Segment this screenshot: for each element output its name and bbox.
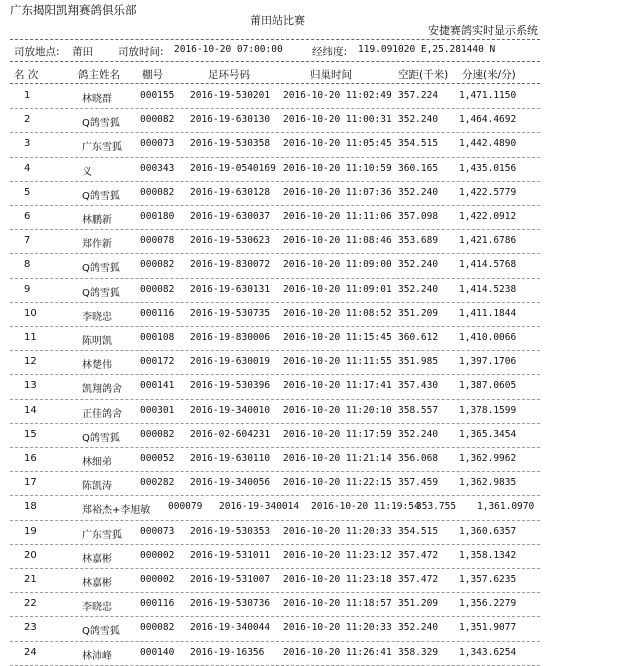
col-header-distance: 空距(千米) <box>398 69 449 81</box>
cell-arrival: 2016-10-20 11:15:45 <box>283 332 392 343</box>
cell-distance: 358.329 <box>398 646 439 658</box>
cell-rank: 8 <box>24 259 31 271</box>
cell-rank: 15 <box>24 428 37 440</box>
cell-speed: 1,411.1844 <box>459 307 517 319</box>
cell-shed: 000116 <box>140 598 175 610</box>
cell-shed: 000141 <box>140 380 175 392</box>
table-row <box>0 206 632 230</box>
cell-distance: 352.240 <box>398 259 439 271</box>
race-title: 莆田站比赛 <box>250 14 305 27</box>
cell-speed: 1,397.1706 <box>459 356 517 368</box>
cell-arrival: 2016-10-20 11:23:12 <box>283 549 392 561</box>
cell-owner: 陈明凯 <box>82 336 112 347</box>
cell-ring: 2016-19-630128 <box>190 186 271 198</box>
cell-rank: 24 <box>24 646 37 658</box>
col-header-arrival: 归巢时间 <box>310 69 352 81</box>
cell-speed: 1,351.9077 <box>459 622 517 634</box>
cell-ring: 2016-19-630131 <box>190 283 271 295</box>
cell-distance: 352.240 <box>398 428 439 440</box>
cell-rank: 12 <box>24 356 37 368</box>
cell-speed: 1,464.4692 <box>459 114 517 126</box>
cell-speed: 1,421.6786 <box>459 235 517 247</box>
cell-arrival: 2016-10-20 11:10:59 <box>283 162 392 174</box>
cell-distance: 354.515 <box>398 138 439 150</box>
cell-rank: 14 <box>24 404 37 416</box>
cell-ring: 2016-19-530201 <box>190 90 271 101</box>
cell-shed: 000140 <box>140 646 175 658</box>
cell-ring: 2016-19-340056 <box>190 477 271 489</box>
cell-speed: 1,362.9962 <box>459 453 517 464</box>
cell-owner: 林沛峰 <box>82 650 112 662</box>
cell-arrival: 2016-10-20 11:09:00 <box>283 259 392 271</box>
cell-rank: 21 <box>24 574 37 585</box>
table-row <box>0 424 632 448</box>
cell-speed: 1,387.0605 <box>459 380 517 392</box>
table-row <box>0 642 632 666</box>
cell-shed: 000301 <box>140 404 175 416</box>
table-row <box>0 182 632 206</box>
cell-arrival: 2016-10-20 11:11:55 <box>283 356 392 368</box>
table-row <box>0 545 632 569</box>
cell-arrival: 2016-10-20 11:20:33 <box>283 525 392 537</box>
table-row <box>0 254 632 278</box>
cell-owner: 义 <box>82 166 92 178</box>
cell-rank: 22 <box>24 598 37 610</box>
cell-distance: 358.557 <box>398 404 439 416</box>
cell-owner: 林鹏新 <box>82 215 112 226</box>
cell-shed: 000082 <box>140 114 175 126</box>
cell-owner: 林嘉彬 <box>82 578 112 589</box>
cell-shed: 000116 <box>140 307 175 319</box>
cell-owner: 林楚伟 <box>82 360 112 372</box>
cell-arrival: 2016-10-20 11:21:14 <box>283 453 392 464</box>
cell-ring: 2016-19-630037 <box>190 211 271 222</box>
cell-rank: 23 <box>24 622 37 634</box>
cell-ring: 2016-19-830006 <box>190 332 271 343</box>
table-row <box>0 279 632 303</box>
cell-speed: 1,360.6357 <box>459 525 517 537</box>
cell-ring: 2016-19-530736 <box>190 598 271 610</box>
cell-rank: 20 <box>24 549 37 561</box>
cell-owner: 林晓群 <box>82 94 112 105</box>
cell-distance: 357.098 <box>398 211 439 222</box>
cell-ring: 2016-19-16356 <box>190 646 265 658</box>
cell-speed: 1,357.6235 <box>459 574 517 585</box>
cell-owner: Q鸽雪狐 <box>82 190 120 202</box>
cell-owner: Q鸽雪狐 <box>82 287 120 299</box>
cell-rank: 17 <box>24 477 37 489</box>
cell-ring: 2016-19-530358 <box>190 138 271 150</box>
cell-shed: 000082 <box>140 259 175 271</box>
cell-arrival: 2016-10-20 11:08:52 <box>283 307 392 319</box>
col-header-ring: 足环号码 <box>208 69 250 81</box>
cell-owner: Q鸽雪狐 <box>82 263 120 275</box>
divider <box>10 39 540 40</box>
cell-distance: 352.240 <box>398 622 439 634</box>
coord-label: 经纬度: <box>312 46 348 58</box>
cell-owner: 凯翔鸽舍 <box>82 384 122 396</box>
cell-shed: 000002 <box>140 549 175 561</box>
cell-owner: Q鸽雪狐 <box>82 432 120 444</box>
cell-distance: 354.515 <box>398 525 439 537</box>
cell-speed: 1,422.0912 <box>459 211 517 222</box>
cell-ring: 2016-19-530735 <box>190 307 271 319</box>
table-row <box>0 109 632 133</box>
cell-shed: 000079 <box>168 501 203 513</box>
divider <box>10 83 540 84</box>
release-place-label: 司放地点: <box>14 46 60 58</box>
cell-rank: 11 <box>24 332 37 343</box>
table-row <box>0 593 632 617</box>
table-row <box>0 327 632 351</box>
cell-speed: 1,435.0156 <box>459 162 517 174</box>
cell-distance: 357.472 <box>398 574 439 585</box>
cell-distance: 357.224 <box>398 90 439 101</box>
cell-arrival: 2016-10-20 11:26:41 <box>283 646 392 658</box>
cell-shed: 000073 <box>140 525 175 537</box>
cell-arrival: 2016-10-20 11:11:06 <box>283 211 392 222</box>
cell-owner: 李晓忠 <box>82 602 112 614</box>
cell-rank: 19 <box>24 525 37 537</box>
cell-shed: 000002 <box>140 574 175 585</box>
cell-arrival: 2016-10-20 11:17:41 <box>283 380 392 392</box>
cell-shed: 000282 <box>140 477 175 489</box>
cell-distance: 357.430 <box>398 380 439 392</box>
cell-shed: 000082 <box>140 428 175 440</box>
cell-distance: 351.209 <box>398 598 439 610</box>
cell-ring: 2016-19-630110 <box>190 453 271 464</box>
table-row <box>0 351 632 375</box>
cell-ring: 2016-19-0540169 <box>190 162 276 174</box>
cell-rank: 1 <box>24 90 31 101</box>
cell-ring: 2016-19-630019 <box>190 356 271 368</box>
col-header-shed: 棚号 <box>142 69 163 81</box>
cell-rank: 18 <box>24 501 37 513</box>
cell-speed: 1,422.5779 <box>459 186 517 198</box>
cell-distance: 360.165 <box>398 162 439 174</box>
cell-distance: 352.240 <box>398 114 439 126</box>
cell-ring: 2016-19-340014 <box>219 501 300 513</box>
cell-arrival: 2016-10-20 11:08:46 <box>283 235 392 247</box>
cell-distance: 353.689 <box>398 235 439 247</box>
cell-arrival: 2016-10-20 11:02:49 <box>283 90 392 101</box>
table-row <box>0 375 632 399</box>
cell-speed: 1,414.5238 <box>459 283 517 295</box>
cell-shed: 000082 <box>140 622 175 634</box>
table-row <box>0 85 632 109</box>
cell-rank: 13 <box>24 380 37 392</box>
cell-arrival: 2016-10-20 11:07:36 <box>283 186 392 198</box>
cell-speed: 1,414.5768 <box>459 259 517 271</box>
club-name: 广东揭阳凯翔赛鸽俱乐部 <box>10 3 137 17</box>
cell-rank: 5 <box>24 186 31 198</box>
cell-rank: 10 <box>24 307 37 319</box>
cell-ring: 2016-19-530623 <box>190 235 271 247</box>
table-row <box>0 400 632 424</box>
cell-speed: 1,410.0066 <box>459 332 517 343</box>
col-header-owner: 鸽主姓名 <box>78 69 120 81</box>
cell-owner: 广东雪狐 <box>82 142 122 154</box>
release-time: 2016-10-20 07:00:00 <box>174 44 283 55</box>
cell-speed: 1,365.3454 <box>459 428 517 440</box>
cell-speed: 1,362.9835 <box>459 477 517 489</box>
col-header-rank: 名 次 <box>14 69 39 81</box>
cell-distance: 357.459 <box>398 477 439 489</box>
release-time-label: 司放时间: <box>118 46 164 58</box>
table-row <box>0 448 632 472</box>
cell-arrival: 2016-10-20 11:00:31 <box>283 114 392 126</box>
cell-shed: 000082 <box>140 186 175 198</box>
cell-arrival: 2016-10-20 11:09:01 <box>283 283 392 295</box>
cell-shed: 000180 <box>140 211 175 222</box>
cell-rank: 9 <box>24 283 31 295</box>
cell-rank: 3 <box>24 138 31 150</box>
cell-owner: 广东雪狐 <box>82 529 122 541</box>
cell-owner: 郑裕杰+李旭敏 <box>82 505 151 517</box>
cell-shed: 000343 <box>140 162 175 174</box>
cell-speed: 1,378.1599 <box>459 404 517 416</box>
table-row <box>0 521 632 545</box>
cell-arrival: 2016-10-20 11:19:54 <box>311 501 420 513</box>
table-row <box>0 569 632 593</box>
cell-ring: 2016-19-530353 <box>190 525 271 537</box>
cell-ring: 2016-19-630130 <box>190 114 271 126</box>
cell-speed: 1,356.2279 <box>459 598 517 610</box>
cell-owner: 郑作新 <box>82 239 112 251</box>
cell-distance: 357.472 <box>398 549 439 561</box>
cell-speed: 1,361.0970 <box>477 501 535 513</box>
cell-owner: 陈凯涛 <box>82 481 112 493</box>
cell-shed: 000108 <box>140 332 175 343</box>
divider <box>10 61 540 62</box>
cell-owner: 李晓忠 <box>82 311 112 323</box>
cell-owner: Q鸽雪狐 <box>82 118 120 130</box>
cell-ring: 2016-19-340044 <box>190 622 271 634</box>
cell-rank: 4 <box>24 162 31 174</box>
cell-shed: 000155 <box>140 90 175 101</box>
cell-arrival: 2016-10-20 11:17:59 <box>283 428 392 440</box>
cell-arrival: 2016-10-20 11:20:10 <box>283 404 392 416</box>
cell-shed: 000172 <box>140 356 175 368</box>
cell-ring: 2016-19-340010 <box>190 404 271 416</box>
cell-rank: 2 <box>24 114 31 126</box>
cell-arrival: 2016-10-20 11:20:33 <box>283 622 392 634</box>
cell-owner: 林细弟 <box>82 457 112 468</box>
table-row <box>0 303 632 327</box>
table-row <box>0 230 632 254</box>
cell-speed: 1,442.4890 <box>459 138 517 150</box>
system-name: 安捷赛鸽实时显示系统 <box>428 24 538 37</box>
cell-distance: 352.240 <box>398 283 439 295</box>
table-row <box>0 133 632 157</box>
cell-ring: 2016-19-830072 <box>190 259 271 271</box>
cell-ring: 2016-19-531011 <box>190 549 271 561</box>
cell-speed: 1,343.6254 <box>459 646 517 658</box>
cell-distance: 356.068 <box>398 453 439 464</box>
cell-ring: 2016-02-604231 <box>190 428 271 440</box>
cell-arrival: 2016-10-20 11:18:57 <box>283 598 392 610</box>
cell-rank: 6 <box>24 211 31 222</box>
cell-speed: 1,358.1342 <box>459 549 517 561</box>
cell-shed: 000082 <box>140 283 175 295</box>
table-row <box>0 496 632 520</box>
cell-shed: 000052 <box>140 453 175 464</box>
cell-distance: 352.240 <box>398 186 439 198</box>
cell-arrival: 2016-10-20 11:23:18 <box>283 574 392 585</box>
table-row <box>0 472 632 496</box>
cell-distance: 360.612 <box>398 332 439 343</box>
cell-speed: 1,471.1150 <box>459 90 517 101</box>
col-header-speed: 分速(米/分) <box>462 69 516 81</box>
cell-owner: 正佳鸽舍 <box>82 408 122 420</box>
cell-distance: 351.985 <box>398 356 439 368</box>
cell-distance: 353.755 <box>416 501 457 513</box>
table-row <box>0 158 632 182</box>
cell-shed: 000078 <box>140 235 175 247</box>
release-place: 莆田 <box>72 46 93 58</box>
cell-arrival: 2016-10-20 11:22:15 <box>283 477 392 489</box>
cell-shed: 000073 <box>140 138 175 150</box>
cell-rank: 7 <box>24 235 31 247</box>
cell-rank: 16 <box>24 453 37 464</box>
cell-arrival: 2016-10-20 11:05:45 <box>283 138 392 150</box>
coordinates: 119.091020 E,25.281440 N <box>358 44 496 55</box>
cell-owner: 林嘉彬 <box>82 553 112 565</box>
cell-owner: Q鸽雪狐 <box>82 626 120 638</box>
cell-ring: 2016-19-530396 <box>190 380 271 392</box>
cell-distance: 351.209 <box>398 307 439 319</box>
cell-ring: 2016-19-531007 <box>190 574 271 585</box>
table-row <box>0 617 632 641</box>
